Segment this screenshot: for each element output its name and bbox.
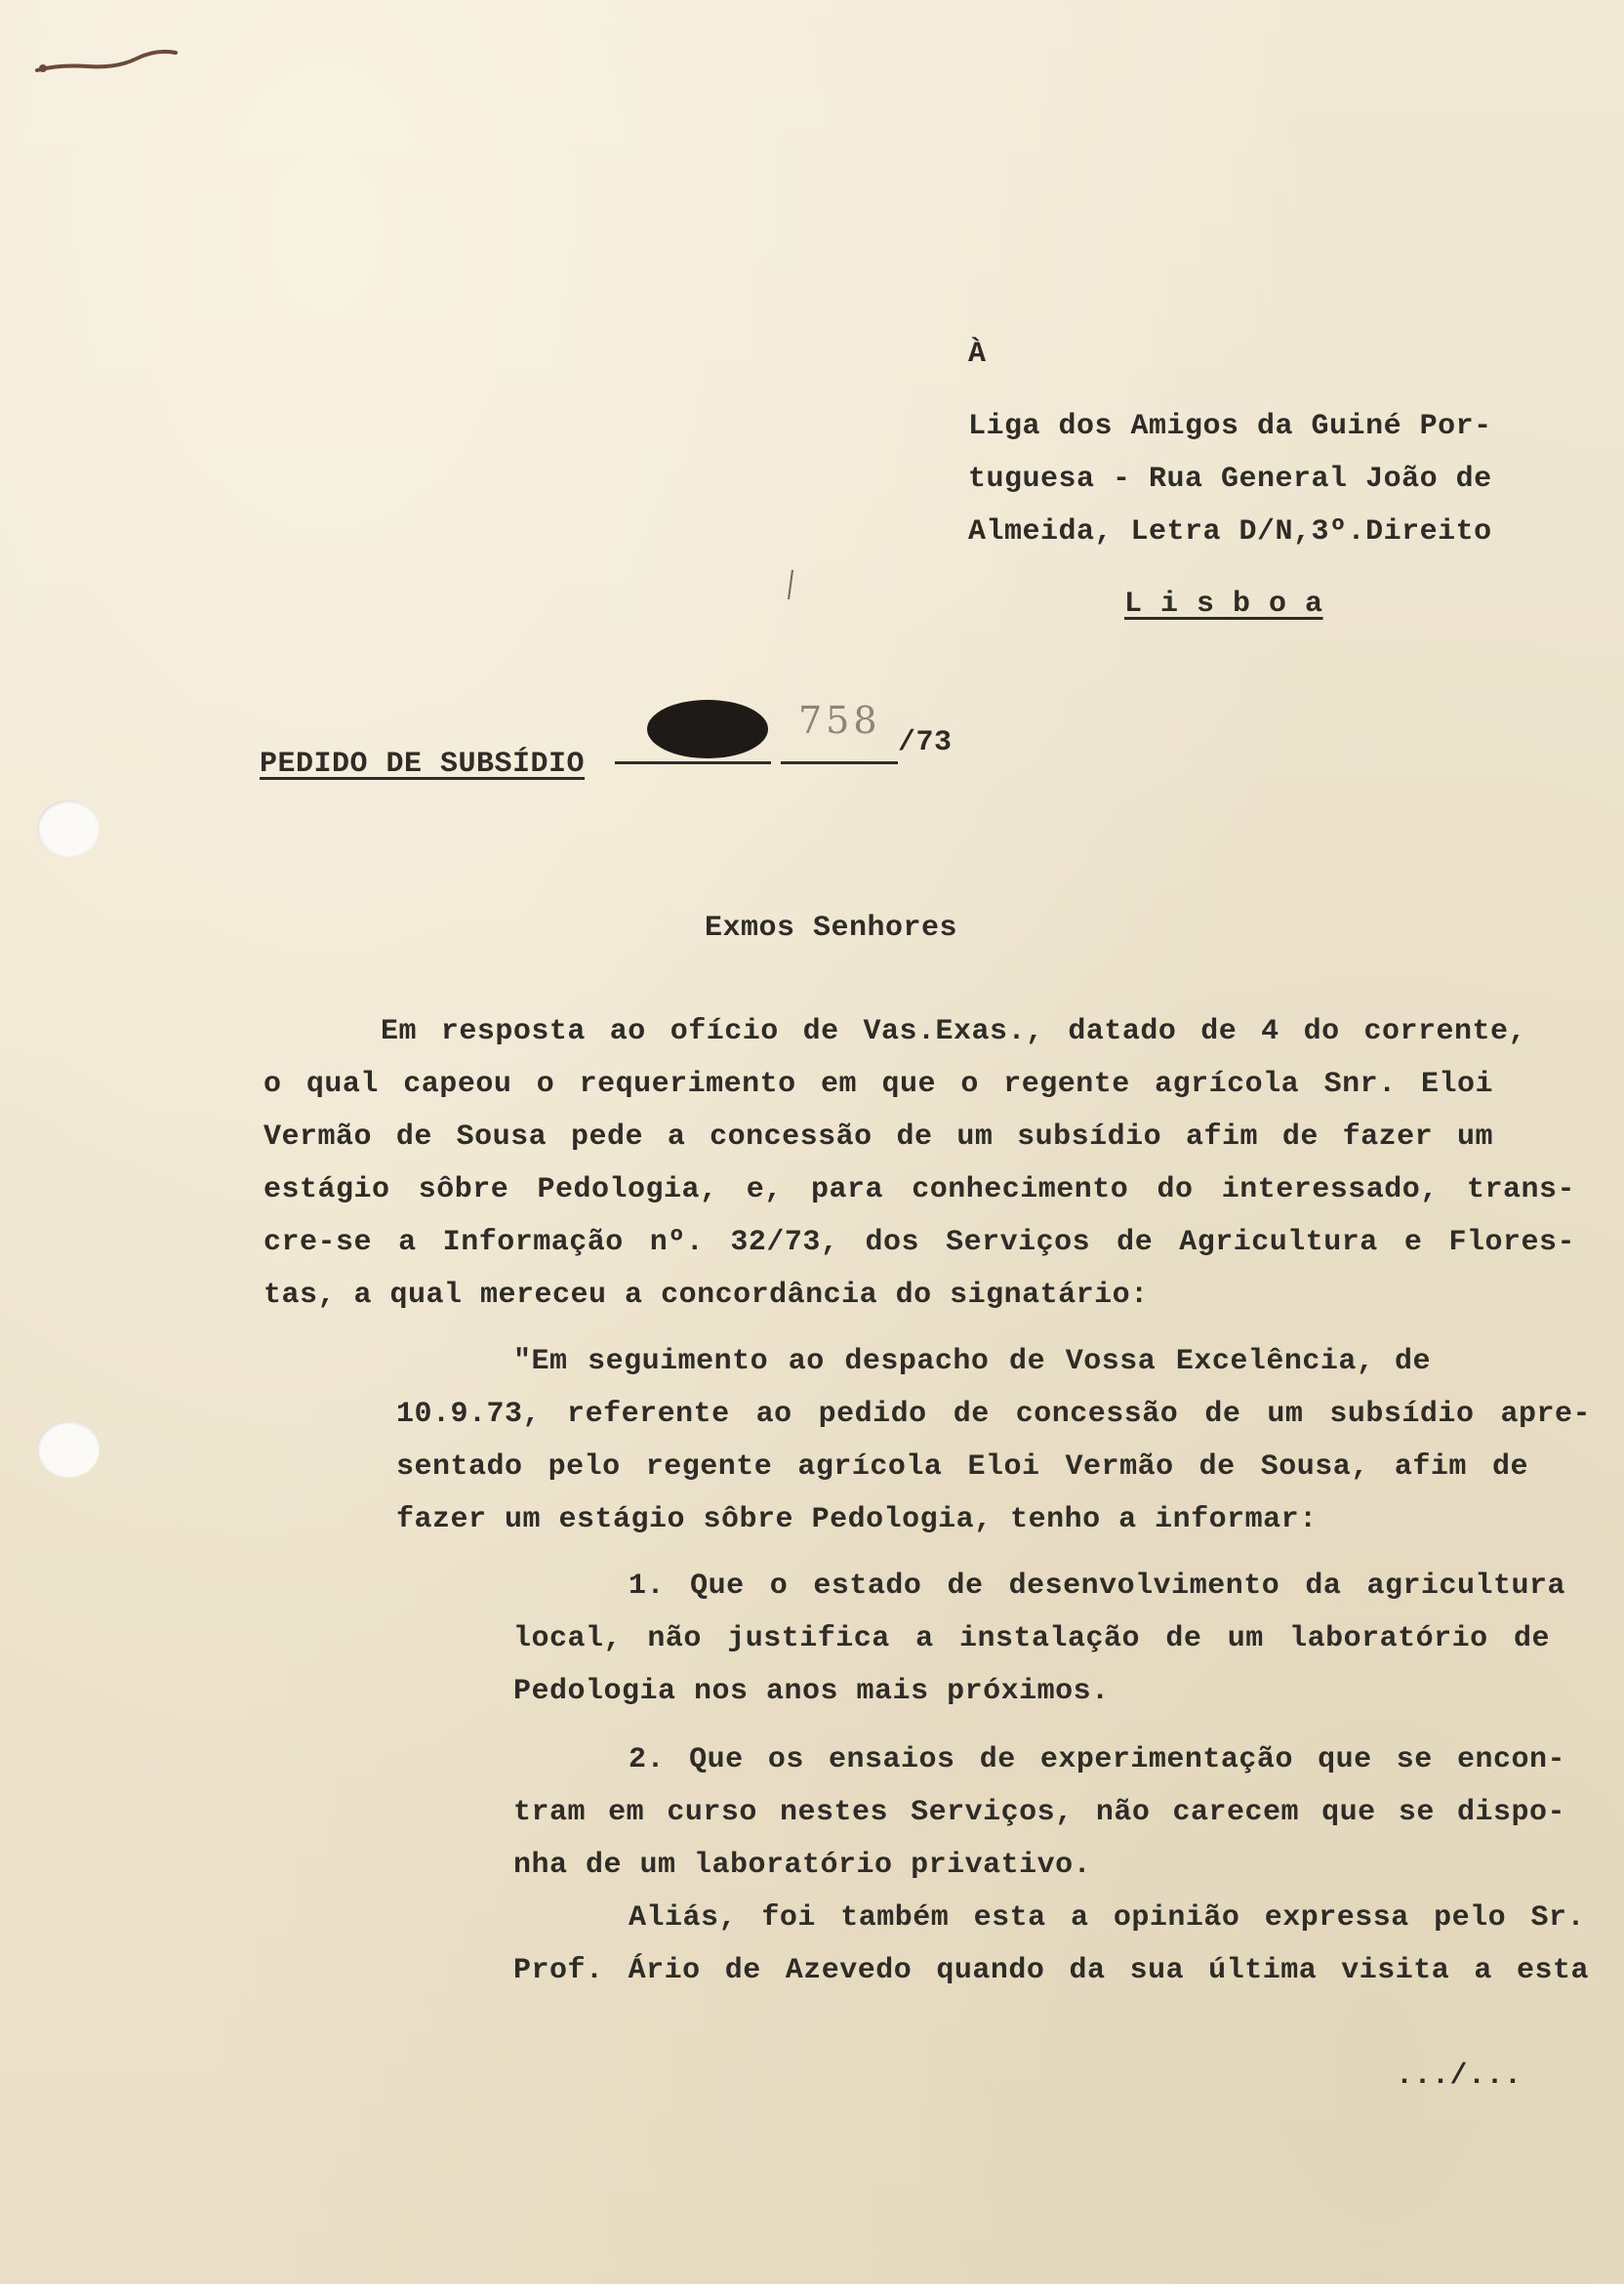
paragraph-1-line-3: Vermão de Sousa pede a concessão de um subsídio afim de fazer um <box>264 1121 1493 1154</box>
item-1-line-1: 1. Que o estado de desenvolvimento da agricultura <box>629 1570 1565 1603</box>
punch-hole-top <box>37 800 100 857</box>
quote-line-2: 10.9.73, referente ao pedido de concessão de um subsídio apre- <box>396 1398 1591 1431</box>
quote-line-1: "Em seguimento ao despacho de Vossa Excelência, de <box>513 1345 1431 1378</box>
item-2-line-1: 2. Que os ensaios de experimentação que se encon- <box>629 1743 1565 1776</box>
quote-line-3: sentado pelo regente agrícola Eloi Vermão de Sousa, afim de <box>396 1450 1528 1484</box>
redaction-blot <box>644 695 771 763</box>
item-3-line-1: Aliás, foi também esta a opinião expressa pelo Sr. <box>629 1901 1585 1935</box>
reference-number-handwritten: 758 <box>798 699 881 742</box>
recipient-line-1: Liga dos Amigos da Guiné Por- <box>968 410 1492 443</box>
paragraph-1-line-2: o qual capeou o requerimento em que o regente agrícola Snr. Eloi <box>264 1068 1493 1101</box>
quote-line-4: fazer um estágio sôbre Pedologia, tenho a informar: <box>396 1503 1318 1536</box>
paragraph-1-line-6: tas, a qual mereceu a concordância do signatário: <box>264 1279 1149 1312</box>
item-1-line-2: local, não justifica a instalação de um laboratório de <box>513 1622 1550 1655</box>
item-2-line-2: tram em curso nestes Serviços, não carecem que se dispo- <box>513 1796 1565 1829</box>
item-3-line-2: Prof. Ário de Azevedo quando da sua última visita a esta <box>513 1954 1589 1987</box>
recipient-city: L i s b o a <box>1124 588 1323 621</box>
stray-mark-icon <box>781 566 800 605</box>
reference-subject: PEDIDO DE SUBSÍDIO <box>260 748 586 781</box>
recipient-line-2: tuguesa - Rua General João de <box>968 463 1492 496</box>
punch-hole-bottom <box>37 1421 100 1478</box>
recipient-line-3: Almeida, Letra D/N,3º.Direito <box>968 515 1492 549</box>
item-2-line-3: nha de um laboratório privativo. <box>513 1849 1092 1882</box>
ink-mark-icon <box>29 39 185 78</box>
continuation-mark: .../... <box>1396 2060 1522 2093</box>
paragraph-1-line-5: cre-se a Informação nº. 32/73, dos Serviços de Agricultura e Flores- <box>264 1226 1575 1259</box>
reference-year: /73 <box>898 726 953 759</box>
paragraph-1-line-4: estágio sôbre Pedologia, e, para conhecimento do interessado, trans- <box>264 1173 1575 1206</box>
reference-slash-line <box>781 761 898 764</box>
salutation: Exmos Senhores <box>705 912 958 945</box>
recipient-prefix: À <box>968 338 987 371</box>
paragraph-1-line-1: Em resposta ao ofício de Vas.Exas., datado de 4 do corrente, <box>381 1015 1526 1048</box>
item-1-line-3: Pedologia nos anos mais próximos. <box>513 1675 1110 1708</box>
